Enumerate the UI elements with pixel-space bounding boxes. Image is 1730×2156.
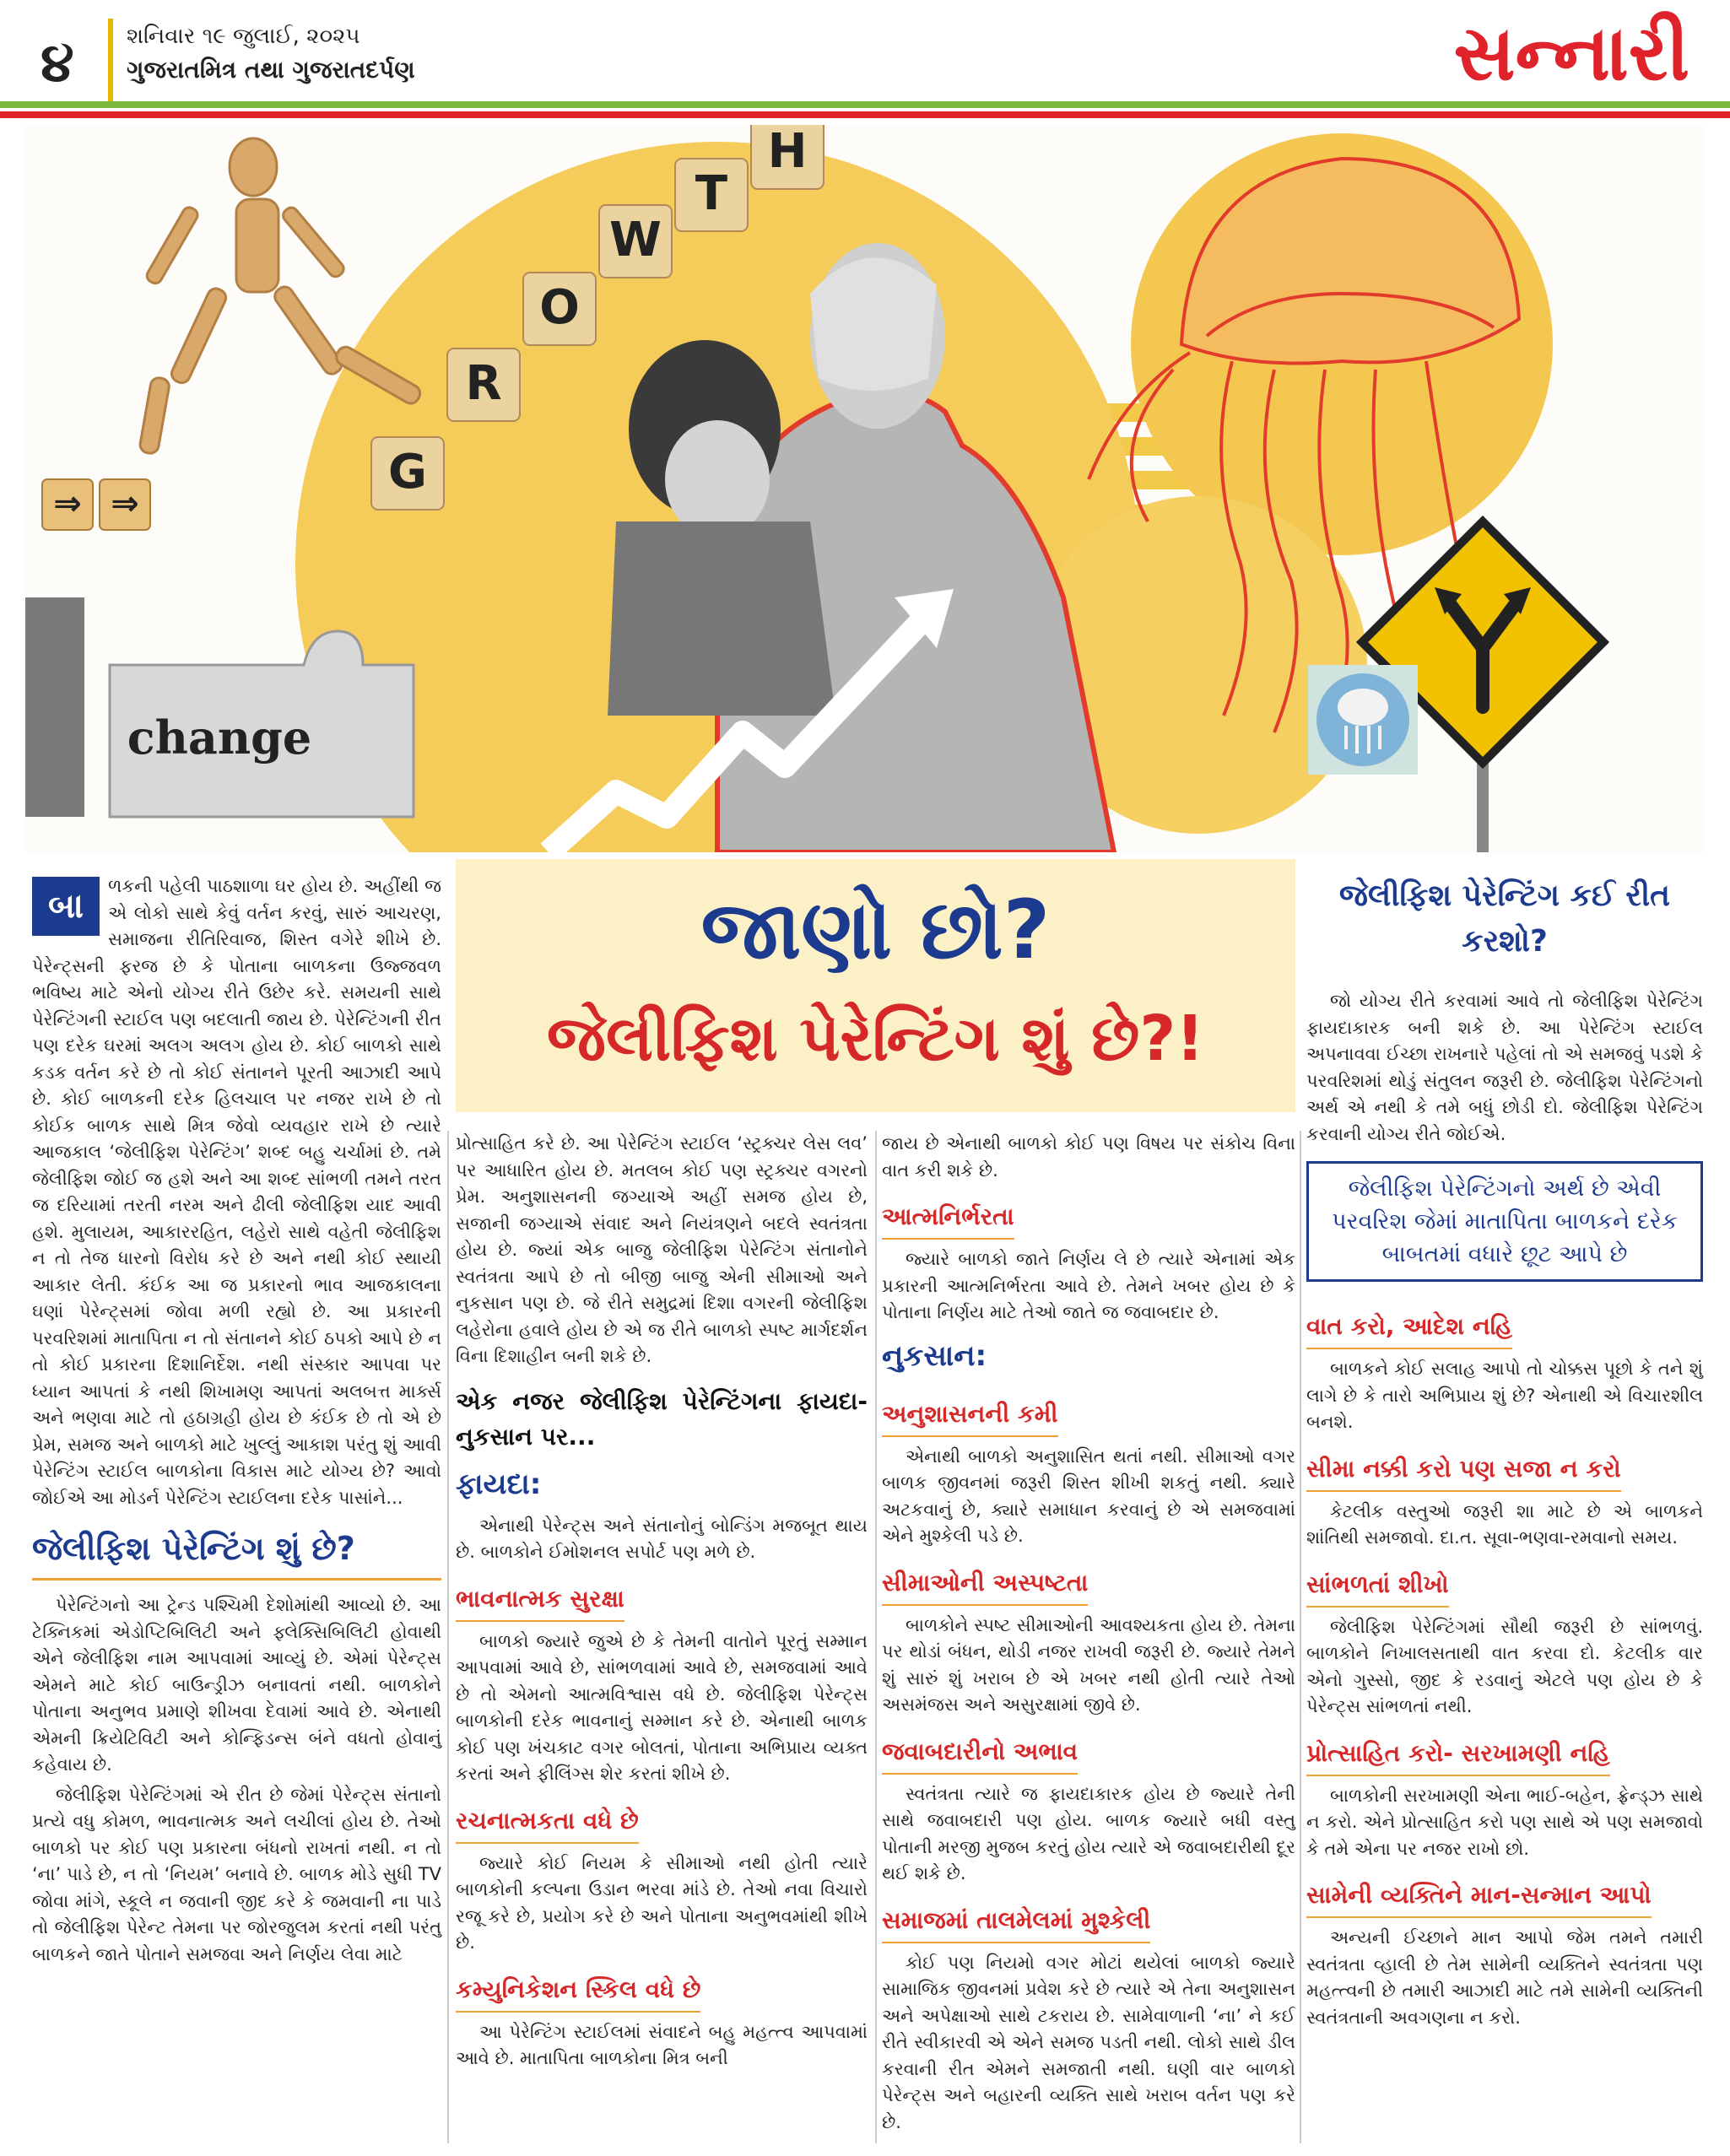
body-paragraph: જેલીફિશ પેરેન્ટિંગમાં સૌથી જરૂરી છે સાંભળવું. બાળકોને નિખાલસતાથી વાત કરવા દો. કેટલીક વાર એનો ગુસ્સો, જીદ કે રડવાનું એટલે પણ હોય છે કે પેરેન્ટ્સ સાંભળતાં નથી. bbox=[1306, 1616, 1703, 1717]
puzzle-text: change bbox=[127, 711, 312, 765]
arrow-blocks bbox=[42, 479, 150, 530]
body-paragraph: કેટલીક વસ્તુઓ જરૂરી શા માટે છે એ બાળકને શાંતિથી સમજાવો. દા.ત. સૂવા-ભણવા-રમવાનો સમય. bbox=[1306, 1500, 1703, 1548]
growth-letter-t: T bbox=[695, 166, 728, 221]
section-heading: ભાવનાત્મક સુરક્ષા bbox=[456, 1581, 624, 1622]
hero-illustration bbox=[25, 125, 1705, 852]
headline-box bbox=[456, 859, 1295, 1112]
body-paragraph: આ પેરેન્ટિંગ સ્ટાઈલમાં સંવાદને બહુ મહત્ત્વ આપવામાં આવે છે. માતાપિતા બાળકોના મિત્ર બની bbox=[456, 2021, 868, 2068]
section-heading: સામેની વ્યક્તિને માન-સન્માન આપો bbox=[1306, 1878, 1652, 1918]
page-number: ૪ bbox=[41, 32, 74, 95]
body-paragraph: એનાથી બાળકો અનુશાસિત થતાં નથી. સીમાઓ વગર બાળક જીવનમાં જરૂરી શિસ્ત શીખી શકતું નથી. ક્યારે અટકવાનું છે, ક્યારે સમાધાન કરવાનું છે એ સમજવામાં એને મુશ્કેલી પડે છે. bbox=[882, 1445, 1295, 1546]
red-stripe bbox=[0, 111, 1730, 118]
body-paragraph: એનાથી પેરેન્ટ્સ અને સંતાનોનું બોન્ડિંગ મજબૂત થાય છે. બાળકોને ઈમોશનલ સપોર્ટ પણ મળે છે. bbox=[456, 1515, 868, 1562]
subhead: એક નજર જેલીફિશ પેરેન્ટિંગના ફાયદા-નુકસાન પર... bbox=[456, 1386, 868, 1451]
section-heading: રચનાત્મકતા વધે છે bbox=[456, 1803, 639, 1844]
jellyfish-badge-icon bbox=[1308, 665, 1418, 775]
section-heading: પ્રોત્સાહિત કરો- સરખામણી નહિ bbox=[1306, 1736, 1610, 1776]
section-heading: જવાબદારીનો અભાવ bbox=[882, 1734, 1078, 1775]
article-column-2 bbox=[456, 1131, 868, 2076]
body-paragraph: બાળકો જ્યારે જુએ છે કે તેમની વાતોને પૂરતું સમ્માન આપવામાં આવે છે, સાંભળવામાં આવે છે, સમજવામાં આવે છે તો એમનો આત્મવિશ્વાસ વધે છે. જેલીફિશ પેરેન્ટ્સ બાળકોની દરેક ભાવનાનું સમ્માન કરે છે. એનાથી બાળક કોઈ પણ ખંચકાટ વગર બોલતાં, પોતાના અભિપ્રાય વ્યક્ત કરતાં અને ફીલિંગ્સ શેર કરતાં શીખે છે. bbox=[456, 1630, 868, 1784]
column-separator bbox=[447, 1131, 449, 2143]
column-separator bbox=[1300, 1131, 1301, 2143]
header-divider bbox=[108, 19, 113, 103]
sidebar-title: જેલીફિશ પેરેન્ટિંગ કઈ રીત કરશો? bbox=[1338, 878, 1671, 959]
growth-letter-g: G bbox=[388, 445, 427, 500]
benefits-heading: ફાયદા: bbox=[456, 1467, 542, 1501]
section-heading: વાત કરો, આદેશ નહિ bbox=[1306, 1309, 1512, 1349]
growth-letter-w: W bbox=[609, 213, 662, 267]
hero-svg bbox=[25, 125, 1705, 852]
article-column-1 bbox=[32, 873, 441, 1971]
pull-quote: જેલીફિશ પેરેન્ટિંગનો અર્થ છે એવી પરવરિશ જેમાં માતાપિતા બાળકને દરેક બાબતમાં વધારે છૂટ આપે છે bbox=[1306, 1161, 1703, 1282]
article-column-3 bbox=[882, 1131, 1295, 2139]
body-paragraph: પ્રોત્સાહિત કરે છે. આ પેરેન્ટિંગ સ્ટાઈલ ‘સ્ટ્રક્ચર લેસ લવ’ પર આધારિત હોય છે. મતલબ કોઈ પણ સ્ટ્રક્ચર વગરનો પ્રેમ. અનુશાસનની જગ્યાએ અહીં સમજ હોય છે, સજાની જગ્યાએ સંવાદ અને નિયંત્રણને બદલે સ્વતંત્રતા હોય છે. જ્યાં એક બાજુ જેલીફિશ પેરેન્ટિંગ સંતાનોને સ્વતંત્રતા આપે છે તો બીજી બાજુ એની સીમાઓ અને નુકસાન પણ છે. જે રીતે સમુદ્રમાં દિશા વગરની જેલીફિશ લહેરોના હવાલે હોય છે એ જ રીતે બાળકો સ્પષ્ટ માર્ગદર્શન વિના દિશાહીન બની શકે છે. bbox=[456, 1133, 868, 1366]
section-heading: સમાજમાં તાલમેલમાં મુશ્કેલી bbox=[882, 1903, 1150, 1943]
section-heading: આત્મનિર્ભરતા bbox=[882, 1199, 1014, 1240]
body-paragraph: બાળકને કોઈ સલાહ આપો તો ચોક્કસ પૂછો કે તને શું લાગે છે કે તારો અભિપ્રાય શું છે? એનાથી એ વિચારશીલ બનશે. bbox=[1306, 1359, 1703, 1433]
body-paragraph: સ્વતંત્રતા ત્યારે જ ફાયદાકારક હોય છે જ્યારે તેની સાથે જવાબદારી પણ હોય. બાળક જ્યારે બધી વસ્તુ પોતાની મરજી મુજબ કરતું હોય ત્યારે એ જવાબદારીથી દૂર થઈ શકે છે. bbox=[882, 1783, 1295, 1883]
body-paragraph: જ્યારે કોઈ નિયમ કે સીમાઓ નથી હોતી ત્યારે બાળકોની કલ્પના ઉડાન ભરવા માંડે છે. તેઓ નવા વિચારો રજૂ કરે છે, પ્રયોગ કરે છે અને પોતાના અનુભવમાંથી શીખે છે. bbox=[456, 1852, 868, 1953]
body-paragraph: જ્યારે બાળકો જાતે નિર્ણય લે છે ત્યારે એનામાં એક પ્રકારની આત્મનિર્ભરતા આવે છે. તેમને ખબર હોય છે કે પોતાના નિર્ણય માટે તેઓ જાતે જ જવાબદાર છે. bbox=[882, 1249, 1295, 1322]
section-heading: કમ્યુનિકેશન સ્કિલ વધે છે bbox=[456, 1972, 700, 2013]
growth-letter-o: O bbox=[539, 280, 580, 335]
growth-letter-h: H bbox=[767, 125, 808, 179]
svg-text:⇒: ⇒ bbox=[53, 484, 82, 523]
section-heading: સાંભળતાં શીખો bbox=[1306, 1567, 1449, 1608]
drop-cap: બા bbox=[32, 877, 100, 936]
article-column-4 bbox=[1306, 873, 1703, 2034]
growth-letter-r: R bbox=[465, 356, 502, 411]
svg-text:⇒: ⇒ bbox=[111, 484, 139, 523]
body-paragraph: બાળકોને સ્પષ્ટ સીમાઓની આવશ્યકતા હોય છે. તેમના પર થોડાં બંધન, થોડી નજર રાખવી જરૂરી છે. જ્યારે તેમને શું સારું શું ખરાબ છે એ ખબર નથી હોતી ત્યારે તેઓ અસમંજસ અને અસુરક્ષામાં જીવે છે. bbox=[882, 1614, 1295, 1715]
section-heading: અનુશાસનની કમી bbox=[882, 1397, 1058, 1437]
headline-question: જાણો છો? bbox=[700, 883, 1051, 977]
publication-name: ગુજરાતમિત્ર તથા ગુજરાતદર્પણ bbox=[127, 56, 415, 84]
body-paragraph: જો યોગ્ય રીતે કરવામાં આવે તો જેલીફિશ પેરેન્ટિંગ ફાયદાકારક બની શકે છે. આ પેરેન્ટિંગ સ્ટાઈલ અપનાવવા ઈચ્છા રાખનારે પહેલાં તો એ સમજવું પડશે કે પરવરિશમાં થોડું સંતુલન જરૂરી છે. જેલીફિશ પેરેન્ટિંગનો અર્થ એ નથી કે તમે બધું છોડી દો. જેલીફિશ પેરેન્ટિંગ કરવાની યોગ્ય રીતે જોઈએ. bbox=[1306, 991, 1703, 1144]
column-separator bbox=[875, 1131, 877, 2143]
intro-paragraph: ળકની પહેલી પાઠશાળા ઘર હોય છે. અહીંથી જ એ લોકો સાથે કેવું વર્તન કરવું, સારું આચરણ, સમાજના રીતિરિવાજ, શિસ્ત વગેરે શીખે છે. પેરેન્ટ્સની ફરજ છે કે પોતાના બાળકના ઉજ્જવળ ભવિષ્ય માટે એનો યોગ્ય રીતે ઉછેર કરે. સમયની સાથે પેરેન્ટિંગની સ્ટાઈલ પણ બદલાતી જાય છે. પેરેન્ટિંગની રીત પણ દરેક ઘરમાં અલગ અલગ હોય છે. કોઈ બાળકો સાથે કડક વર્તન કરે છે તો કોઈ સંતાનને પૂરતી આઝાદી આપે છે. કોઈ બાળકની દરેક હિલચાલ પર નજર રાખે છે તો કોઈક બાળક સાથે મિત્ર જેવો વ્યવહાર રાખે છે ત્યારે આજકાલ ‘જેલીફિશ પેરેન્ટિંગ’ શબ્દ બહુ ચર્ચામાં છે. તમે જેલીફિશ જોઈ જ હશે અને આ શબ્દ સાંભળી તમને તરત જ દરિયામાં તરતી નરમ અને ઢીલી જેલીફિશ યાદ આવી હશે. મુલાયમ, આકારરહિત, લહેરો સાથે વહેતી જેલીફિશ ન તો તેજ ધારનો વિરોધ કરે છે અને નથી કોઈ સ્થાયી આકાર લેતી. કંઈક આ જ પ્રકારનો ભાવ આજકાલના ઘણાં પેરેન્ટ્સમાં જોવા મળી રહ્યો છે. આ પ્રકારની પરવરિશમાં માતાપિતા ન તો સંતાનને કોઈ ઠપકો આપે છે ન તો કોઈ પ્રકારના દિશાનિર્દેશ. નથી સંસ્કાર આપવા પર ધ્યાન આપતાં કે નથી શિખામણ આપતાં અલબત્ત માર્ક્સ અને ભણવા માટે તો હઠાગ્રહી હોય છે કંઈક છે તો એ છે પ્રેમ, સમજ અને બાળકો માટે ખુલ્લું આકાશ પરંતુ શું આવી પેરેન્ટિંગ સ્ટાઈલ બાળકોના વિકાસ માટે યોગ્ય છે? આવો જોઈએ આ મોડર્ન પેરેન્ટિંગ સ્ટાઈલના દરેક પાસાંને... bbox=[32, 876, 441, 1508]
body-paragraph: કોઈ પણ નિયમો વગર મોટાં થયેલાં બાળકો જ્યારે સામાજિક જીવનમાં પ્રવેશ કરે છે ત્યારે એ તેના અનુશાસન અને અપેક્ષાઓ સાથે ટકરાય છે. સામેવાળાની ‘ના’ ને કઈ રીતે સ્વીકારવી એ એને સમજ પડતી નથી. લોકો સાથે ડીલ કરવાની રીત એમને સમજાતી નથી. ઘણી વાર બાળકો પેરેન્ટ્સ અને બહારની વ્યક્તિ સાથે ખરાબ વર્તન પણ કરે છે. bbox=[882, 1952, 1295, 2132]
green-stripe bbox=[0, 101, 1730, 108]
body-paragraph: જાય છે એનાથી બાળકો કોઈ પણ વિષય પર સંકોચ વિના વાત કરી શકે છે. bbox=[882, 1133, 1295, 1181]
body-paragraph: અન્યની ઈચ્છાને માન આપો જેમ તમને તમારી સ્વતંત્રતા વ્હાલી છે તેમ સામેની વ્યક્તિને સ્વતંત્રતા પણ મહત્ત્વની છે તમારી આઝાદી માટે તમે સામેની વ્યક્તિની સ્વતંત્રતાની અવગણના ન કરો. bbox=[1306, 1927, 1703, 2028]
loss-heading: નુકસાન: bbox=[882, 1338, 987, 1373]
body-paragraph: બાળકોની સરખામણી એના ભાઈ-બહેન, ફ્રેન્ડ્ઝ સાથે ન કરો. એને પ્રોત્સાહિત કરો પણ સાથે એ પણ સમજાવો કે તમે એના પર નજર રાખો છો. bbox=[1306, 1785, 1703, 1859]
section-heading: જેલીફિશ પેરેન્ટિંગ શું છે? bbox=[32, 1525, 441, 1581]
headline-main: જેલીફિશ પેરેન્ટિંગ શું છે?! bbox=[546, 1002, 1205, 1075]
intro-paragraph-wrap bbox=[32, 873, 441, 1511]
body-paragraph: જેલીફિશ પેરેન્ટિંગમાં એ રીત છે જેમાં પેરેન્ટ્સ સંતાનો પ્રત્યે વધુ કોમળ, ભાવનાત્મક અને લચીલાં હોય છે. તેઓ બાળકો પર કોઈ પણ પ્રકારના બંધનો રાખતાં નથી. ન તો ‘ના’ પાડે છે, ન તો ‘નિયમ’ બનાવે છે. બાળક મોડે સુધી TV જોવા માંગે, સ્કૂલે ન જવાની જીદ કરે કે જમવાની ના પાડે તો જેલીફિશ પેરેન્ટ તેમના પર જોરજુલમ કરતાં નથી પરંતુ બાળકને જાતે પોતાને સમજવા અને નિર્ણય લેવા માટે bbox=[32, 1784, 441, 1964]
section-brand: સન્નારી bbox=[1453, 8, 1689, 98]
dateline: શનિવાર ૧૯ જુલાઈ, ૨૦૨૫ bbox=[127, 24, 360, 49]
section-heading: સીમા નક્કી કરો પણ સજા ન કરો bbox=[1306, 1451, 1621, 1492]
body-paragraph: પેરેન્ટિંગનો આ ટ્રેન્ડ પશ્ચિમી દેશોમાંથી આવ્યો છે. આ ટેક્નિકમાં એડોપ્ટિબિલિટી અને ફ્લેક્સિબિલિટી હોવાથી એને જેલીફિશ નામ આપવામાં આવ્યું છે. એમાં પેરેન્ટ્સ એમને માટે કોઈ બાઉન્ડ્રીઝ બનાવતાં નથી. બાળકોને પોતાના અનુભવ પ્રમાણે શીખવા દેવામાં આવે છે. એનાથી એમની ક્રિયેટિવિટી અને કોન્ફિડન્સ બંને વધતો હોવાનું કહેવાય છે. bbox=[32, 1595, 441, 1775]
section-heading: સીમાઓની અસ્પષ્ટતા bbox=[882, 1565, 1088, 1606]
